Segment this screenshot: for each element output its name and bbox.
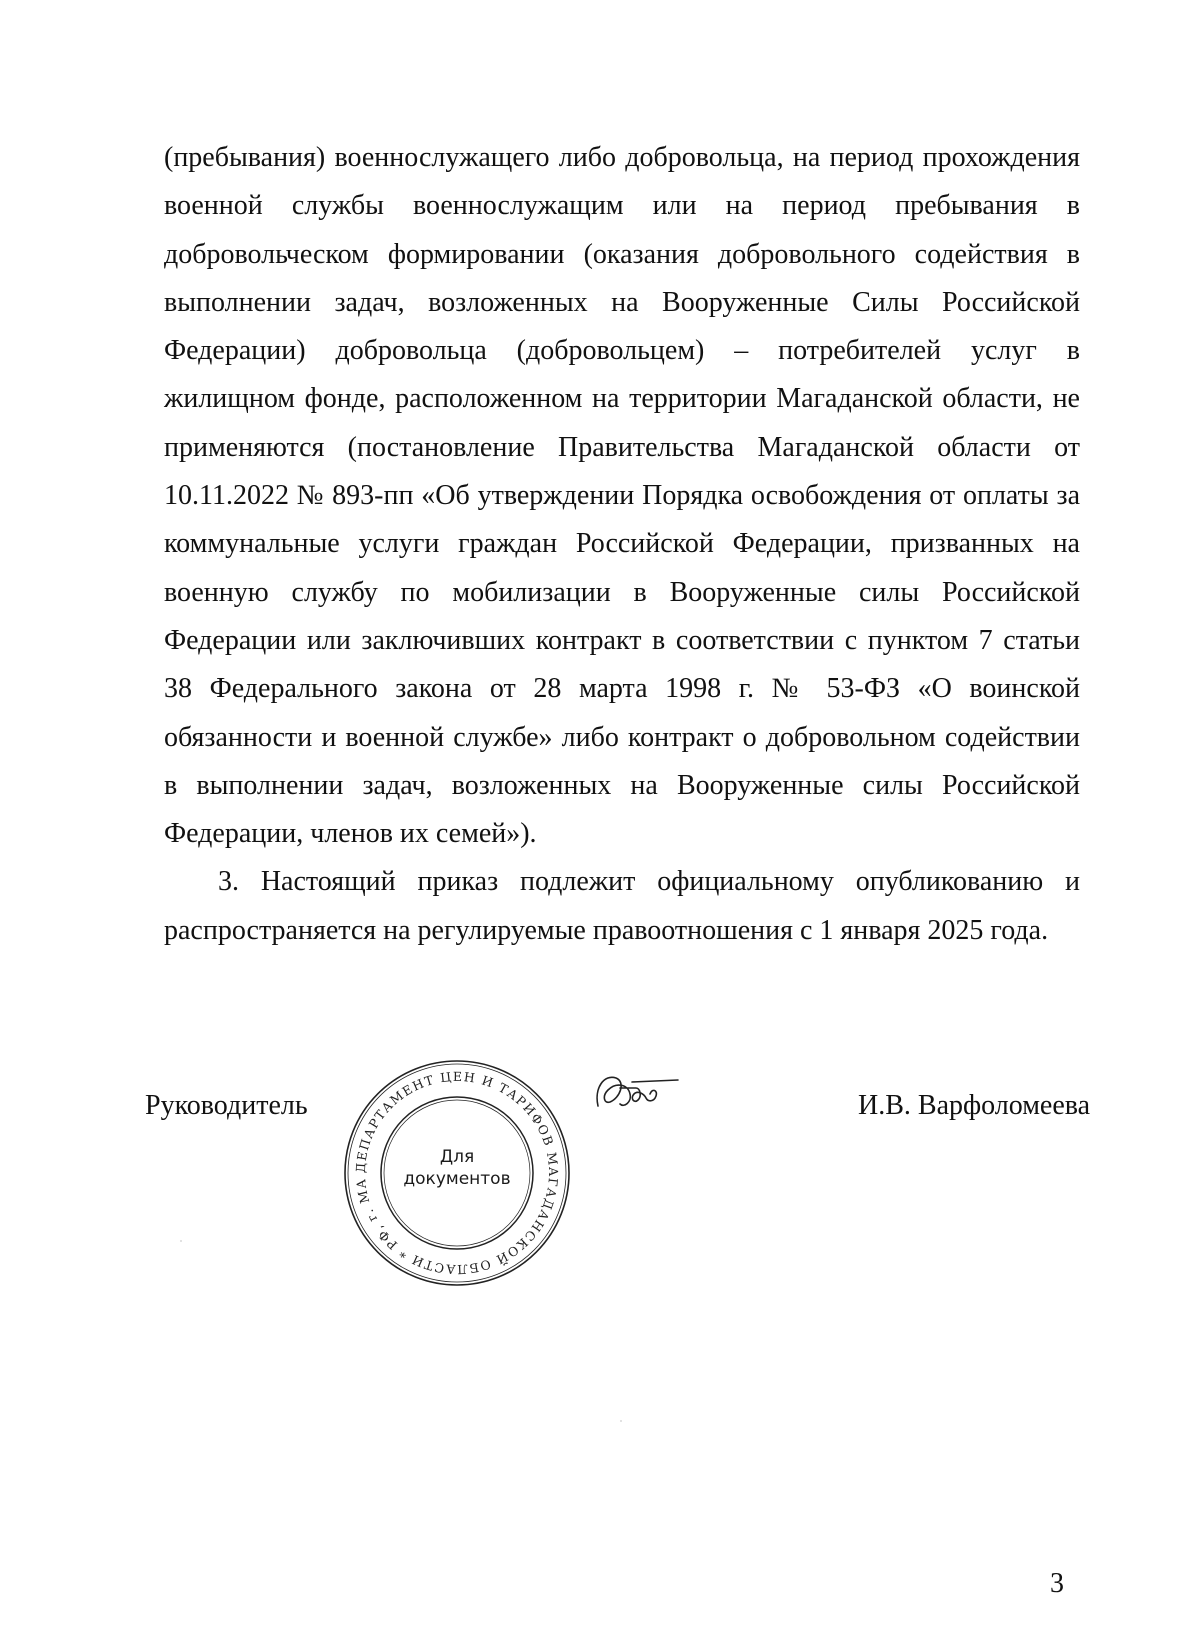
seal-center-line1: Для bbox=[439, 1147, 475, 1167]
signatory-position: Руководитель bbox=[145, 1090, 308, 1121]
official-seal bbox=[342, 1058, 572, 1288]
signatory-name: И.В. Варфоломеева bbox=[858, 1090, 1091, 1121]
document-body bbox=[164, 134, 1080, 955]
svg-text:ДЕПАРТАМЕНТ ЦЕН И ТАРИФОВ МАГА: ДЕПАРТАМЕНТ ЦЕН И ТАРИФОВ МАГАДАНСКОЙ ОБЛАСТИ * РФ, г. МА bbox=[352, 1068, 562, 1278]
seal-center-line2: документов bbox=[403, 1169, 511, 1189]
handwritten-signature bbox=[590, 1068, 680, 1118]
scan-speck bbox=[180, 1240, 182, 1242]
page-number: 3 bbox=[1050, 1568, 1064, 1599]
paragraph-3: 3. Настоящий приказ подлежит официальному опубликованию и распространяется на регулируемые правоотношения с 1 января 2025 года. bbox=[164, 866, 1080, 946]
scan-speck bbox=[620, 1420, 622, 1422]
signature-block bbox=[0, 1050, 1200, 1310]
paragraph-continuation: (пребывания) военнослужащего либо добровольца, на период прохождения военной службы военнослужащим или на период пребывания в добровольческом формировании (оказания добровольного содействия в выполнении задач, возложенных на Вооруженные Силы Российской Федерации) добровольца (добровольцем) – потребителей услуг в жилищном фонде, расположенном на территории Магаданской области, не применяются (постановление Правительства Магаданской области от 10.11.2022 № 893-пп «Об утверждении Порядка освобождения от оплаты за коммунальные услуги граждан Российской Федерации, призванных на военную службу по мобилизации в Вооруженные силы Российской Федерации или заключивших контракт в соответствии с пунктом 7 статьи 38 Федерального закона от 28 марта 1998 г. № 53-ФЗ «О воинской обязанности и военной службе» либо контракт о добровольном содействии в выполнении задач, возложенных на Вооруженные силы Российской Федерации, членов их семей»). bbox=[164, 142, 1080, 850]
seal-center-text bbox=[342, 1146, 572, 1190]
